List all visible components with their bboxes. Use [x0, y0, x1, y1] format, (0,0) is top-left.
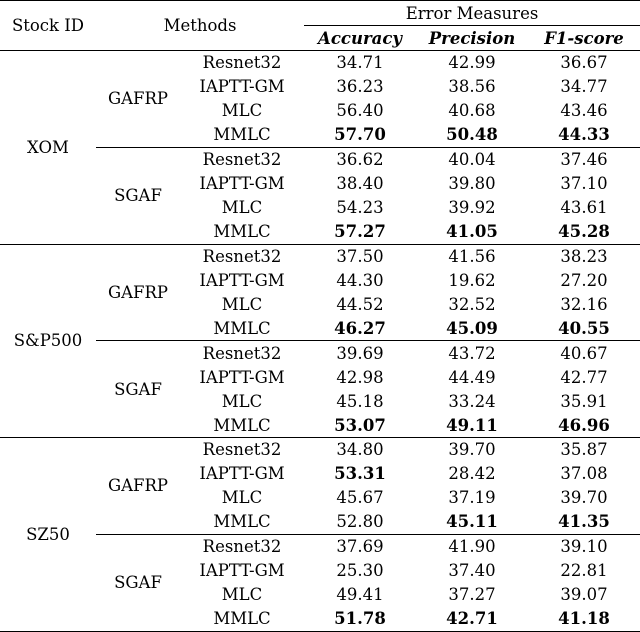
precision-cell: 44.49 [448, 367, 496, 387]
accuracy-cell: 51.78 [304, 607, 416, 631]
precision-cell: 38.56 [448, 77, 496, 97]
f1-score-cell: 35.91 [560, 391, 608, 411]
table-row [0, 438, 640, 462]
model-cell: MMLC [213, 318, 271, 338]
accuracy-cell: 37.50 [304, 244, 416, 268]
table-row [0, 51, 640, 75]
precision-cell: 41.90 [416, 534, 528, 558]
f1-score-cell: 43.61 [560, 198, 608, 218]
model-cell: Resnet32 [180, 147, 304, 171]
accuracy-header: Accuracy [304, 26, 416, 51]
f1-score-cell: 41.18 [528, 607, 640, 631]
f1-score-cell: 37.46 [528, 147, 640, 171]
precision-header: Precision [416, 26, 528, 51]
precision-cell: 40.68 [448, 101, 496, 121]
accuracy-cell: 36.62 [304, 147, 416, 171]
model-cell: IAPTT-GM [199, 77, 285, 97]
f1-score-cell: 45.28 [558, 222, 610, 242]
precision-cell: 41.05 [446, 222, 498, 242]
f1-score-cell: 32.16 [560, 294, 608, 314]
stock-id-header: Stock ID [0, 1, 96, 51]
model-cell: IAPTT-GM [199, 464, 285, 484]
precision-cell: 43.72 [416, 341, 528, 365]
accuracy-cell: 45.18 [336, 391, 384, 411]
method-group-cell: GAFRP [107, 89, 169, 109]
accuracy-cell: 38.40 [336, 174, 384, 194]
f1-score-cell: 42.77 [560, 367, 608, 387]
f1-score-cell: 39.70 [560, 488, 608, 508]
accuracy-cell: 53.07 [334, 415, 386, 435]
results-body [0, 51, 640, 632]
precision-cell: 33.24 [448, 391, 496, 411]
f1-score-cell: 46.96 [558, 415, 610, 435]
accuracy-cell: 25.30 [336, 561, 384, 581]
model-cell: MLC [221, 101, 263, 121]
error-measures-header: Error Measures [304, 1, 640, 26]
model-cell: MMLC [213, 125, 271, 145]
model-cell: IAPTT-GM [199, 174, 285, 194]
precision-cell: 42.99 [448, 53, 496, 73]
f1-score-cell: 39.07 [560, 585, 608, 605]
model-cell: MLC [221, 488, 263, 508]
precision-cell: 40.04 [416, 147, 528, 171]
f1-score-cell: 34.77 [560, 77, 608, 97]
model-cell: MMLC [180, 607, 304, 631]
model-cell: MLC [221, 391, 263, 411]
accuracy-cell: 34.80 [304, 438, 416, 462]
model-cell: MMLC [213, 415, 271, 435]
accuracy-cell: 45.67 [336, 488, 384, 508]
model-cell: IAPTT-GM [199, 561, 285, 581]
accuracy-cell: 44.52 [336, 294, 384, 314]
accuracy-cell: 49.41 [336, 585, 384, 605]
f1-score-cell: 38.23 [528, 244, 640, 268]
method-group-cell: GAFRP [96, 244, 180, 341]
f1-score-cell: 40.67 [528, 341, 640, 365]
accuracy-cell: 42.98 [336, 367, 384, 387]
precision-cell: 39.80 [448, 174, 496, 194]
method-group-cell: SGAF [96, 341, 180, 438]
accuracy-cell: 57.70 [334, 125, 386, 145]
f1-score-cell: 22.81 [560, 561, 608, 581]
model-cell: MLC [221, 198, 263, 218]
accuracy-cell: 46.27 [334, 318, 386, 338]
accuracy-cell: 54.23 [336, 198, 384, 218]
accuracy-cell: 53.31 [334, 464, 386, 484]
stock-id-cell: SZ50 [0, 438, 96, 632]
model-cell: MMLC [213, 512, 271, 532]
precision-cell: 42.71 [416, 607, 528, 631]
accuracy-cell: 39.69 [304, 341, 416, 365]
method-group-cell: SGAF [96, 147, 180, 244]
model-cell: IAPTT-GM [199, 270, 285, 290]
precision-cell: 37.27 [448, 585, 496, 605]
methods-header: Methods [96, 1, 304, 51]
stock-id-cell: S&P500 [0, 244, 96, 438]
table-row [0, 341, 640, 365]
precision-cell: 39.70 [416, 438, 528, 462]
precision-cell: 37.40 [448, 561, 496, 581]
model-cell: Resnet32 [180, 341, 304, 365]
accuracy-cell: 37.69 [304, 534, 416, 558]
precision-cell: 41.56 [416, 244, 528, 268]
method-group-cell: GAFRP [96, 438, 180, 535]
table-row [0, 534, 640, 558]
model-cell: Resnet32 [180, 244, 304, 268]
model-cell: Resnet32 [180, 438, 304, 462]
precision-cell: 45.09 [446, 318, 498, 338]
model-cell: Resnet32 [180, 534, 304, 558]
table-row [0, 244, 640, 268]
method-group-cell: SGAF [96, 534, 180, 631]
model-cell: MLC [221, 294, 263, 314]
accuracy-cell: 36.23 [336, 77, 384, 97]
table-row [0, 147, 640, 171]
f1-score-cell: 39.10 [528, 534, 640, 558]
precision-cell: 19.62 [448, 270, 496, 290]
model-cell: MLC [221, 585, 263, 605]
stock-id-cell: XOM [27, 137, 69, 157]
f1-score-cell: 35.87 [528, 438, 640, 462]
f1-score-cell: 37.10 [560, 174, 608, 194]
accuracy-cell: 56.40 [336, 101, 384, 121]
accuracy-cell: 52.80 [336, 512, 384, 532]
f1-score-cell: 41.35 [558, 512, 610, 532]
f1-score-cell: 40.55 [558, 318, 610, 338]
precision-cell: 49.11 [446, 415, 498, 435]
f1-score-cell: 27.20 [560, 270, 608, 290]
model-cell: Resnet32 [202, 53, 282, 73]
precision-cell: 32.52 [448, 294, 496, 314]
precision-cell: 28.42 [448, 464, 496, 484]
f1-score-cell: 36.67 [560, 53, 608, 73]
model-cell: IAPTT-GM [199, 367, 285, 387]
f1-score-header: F1-score [528, 26, 640, 51]
accuracy-cell: 34.71 [336, 53, 384, 73]
accuracy-cell: 57.27 [334, 222, 386, 242]
precision-cell: 50.48 [446, 125, 498, 145]
model-cell: MMLC [213, 222, 271, 242]
f1-score-cell: 44.33 [558, 125, 610, 145]
precision-cell: 39.92 [448, 198, 496, 218]
accuracy-cell: 44.30 [336, 270, 384, 290]
precision-cell: 45.11 [446, 512, 498, 532]
f1-score-cell: 37.08 [560, 464, 608, 484]
f1-score-cell: 43.46 [560, 101, 608, 121]
precision-cell: 37.19 [448, 488, 496, 508]
